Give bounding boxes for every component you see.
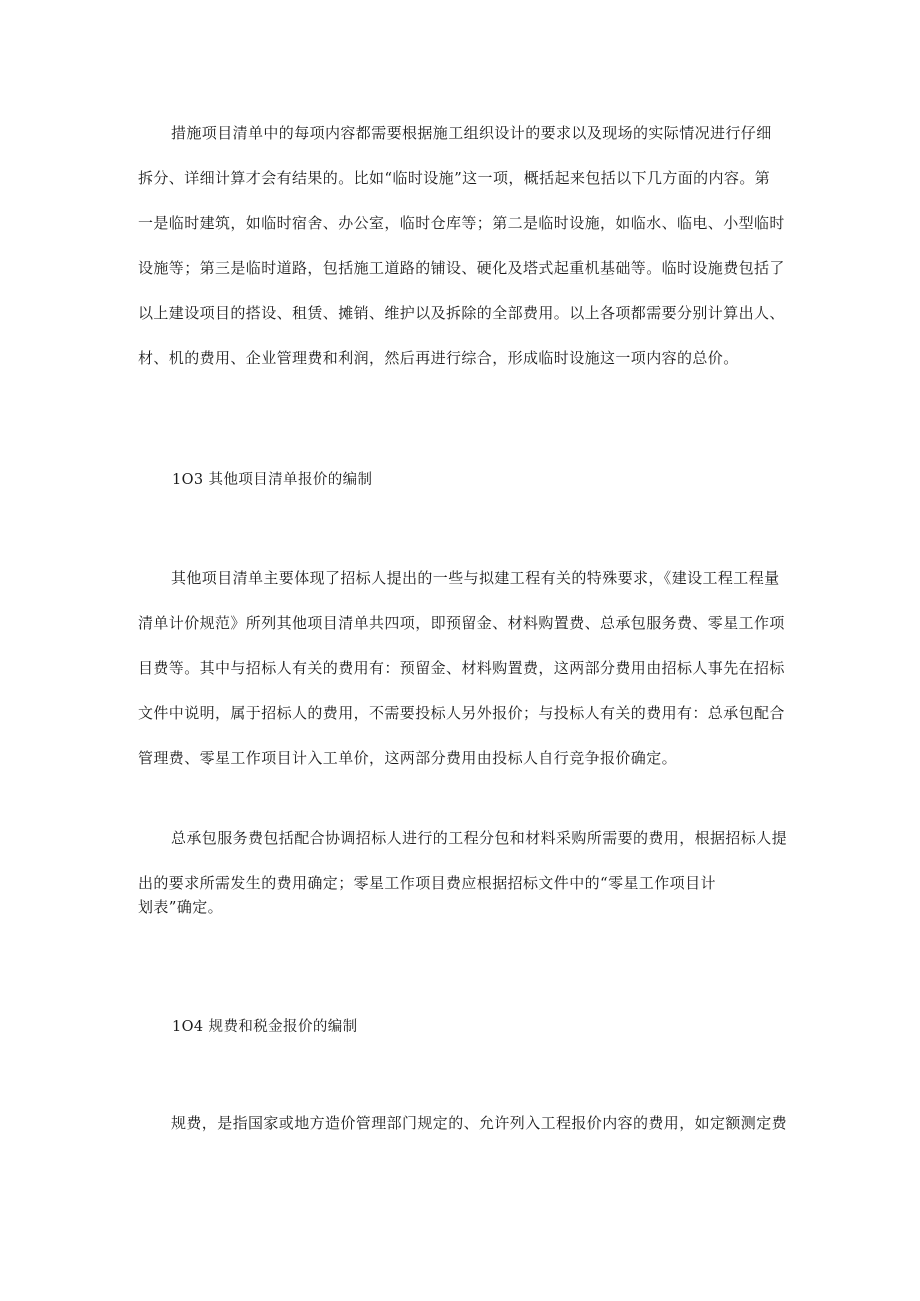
section-heading-other-items: 1O3 其他项目清单报价的编制: [172, 472, 373, 488]
paragraph-line: 管理费、零星工作项目计入工单价，这两部分费用由投标人自行竞争报价确定。: [138, 749, 678, 767]
paragraph-line: 文件中说明，属于招标人的费用，不需要投标人另外报价；与投标人有关的费用有：总承包配合: [138, 704, 785, 722]
paragraph-line: 设施等；第三是临时道路，包括施工道路的铺设、硬化及塔式起重机基础等。临时设施费包括了: [138, 259, 785, 277]
paragraph-line: 出的要求所需发生的费用确定；零星工作项目费应根据招标文件中的“零星工作项目计: [138, 874, 716, 892]
paragraph-line: 目费等。其中与招标人有关的费用有：预留金、材料购置费，这两部分费用由招标人事先在招标: [138, 659, 785, 677]
paragraph-line: 以上建设项目的搭设、租赁、摊销、维护以及拆除的全部费用。以上各项都需要分别计算出人、: [138, 304, 785, 322]
paragraph-line: 措施项目清单中的每项内容都需要根据施工组织设计的要求以及现场的实际情况进行仔细: [171, 124, 772, 142]
paragraph-line: 一是临时建筑，如临时宿舍、办公室，临时仓库等；第二是临时设施，如临水、临电、小型临时: [138, 214, 785, 232]
paragraph-line: 规费，是指国家或地方造价管理部门规定的、允许列入工程报价内容的费用，如定额测定费: [171, 1114, 788, 1132]
paragraph-line: 材、机的费用、企业管理费和利润，然后再进行综合，形成临时设施这一项内容的总价。: [138, 349, 739, 367]
paragraph-line: 划表”确定。: [138, 898, 224, 916]
paragraph-line: 拆分、详细计算才会有结果的。比如“临时设施”这一项，概括起来包括以下几方面的内容。第: [138, 169, 771, 187]
paragraph-line: 总承包服务费包括配合协调招标人进行的工程分包和材料采购所需要的费用，根据招标人提: [171, 829, 788, 847]
paragraph-line: 清单计价规范》所列其他项目清单共四项，即预留金、材料购置费、总承包服务费、零星工作项: [138, 614, 785, 632]
section-heading-fees-taxes: 1O4 规费和税金报价的编制: [172, 1019, 358, 1035]
paragraph-line: 其他项目清单主要体现了招标人提出的一些与拟建工程有关的特殊要求，《建设工程工程量: [171, 569, 780, 587]
